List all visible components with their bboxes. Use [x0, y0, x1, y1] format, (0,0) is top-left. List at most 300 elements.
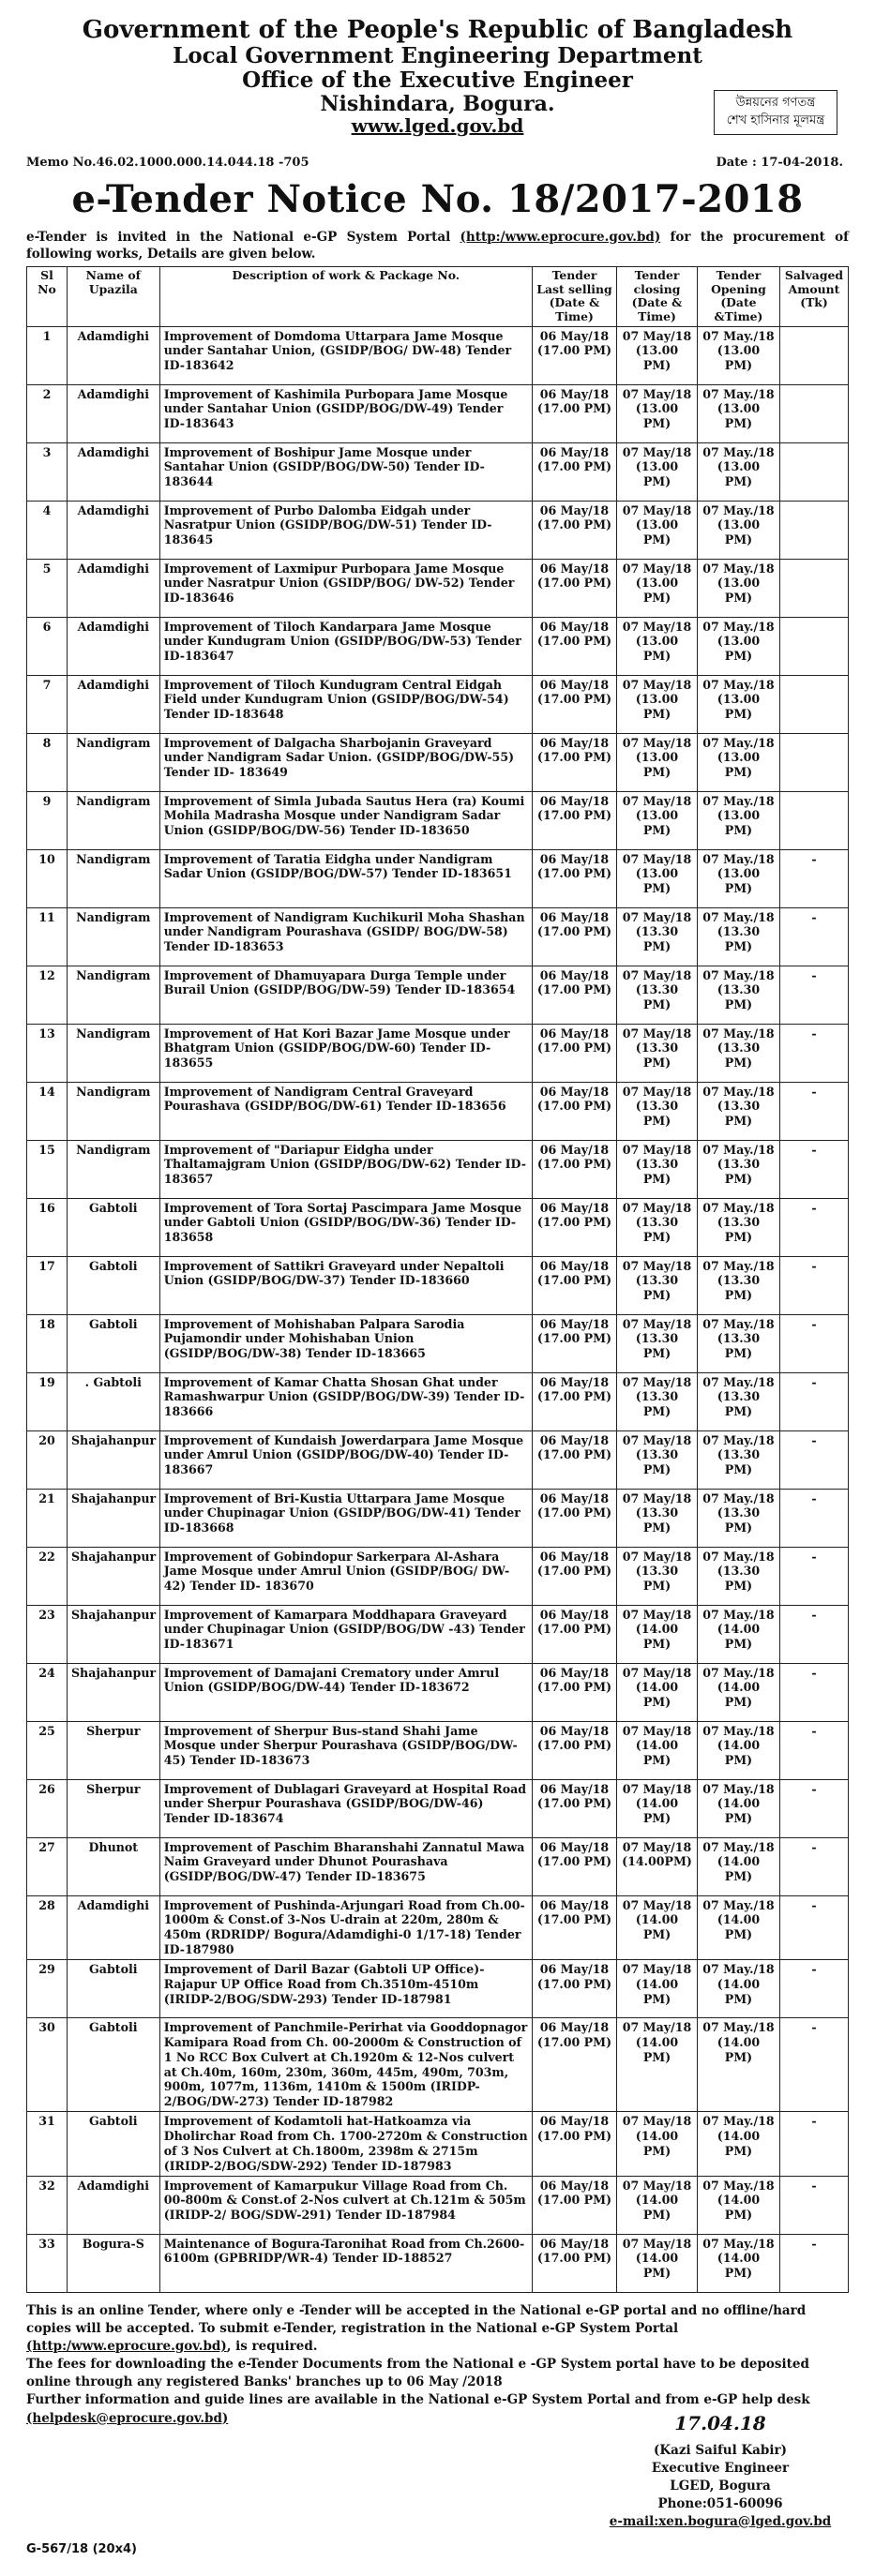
cell-opening: 07 May./18 (13.00 PM) [697, 384, 779, 442]
cell-opening: 07 May./18 (13.00 PM) [697, 442, 779, 501]
cell-salvaged: - [779, 1256, 848, 1314]
cell-last-selling: 06 May/18 (17.00 PM) [532, 1663, 616, 1721]
col-header-last-selling: Tender Last selling (Date & Time) [532, 267, 616, 327]
cell-opening: 07 May./18 (13.30 PM) [697, 1430, 779, 1489]
cell-last-selling: 06 May/18 (17.00 PM) [532, 1960, 616, 2018]
cell-last-selling: 06 May/18 (17.00 PM) [532, 2112, 616, 2176]
cell-last-selling: 06 May/18 (17.00 PM) [532, 1489, 616, 1547]
table-row [27, 501, 849, 559]
cell-sl: 1 [27, 326, 68, 384]
cell-sl: 17 [27, 1256, 68, 1314]
cell-upazila: Nandigram [67, 1140, 159, 1198]
cell-upazila: . Gabtoli [67, 1372, 159, 1430]
intro-text [26, 229, 849, 262]
cell-opening: 07 May./18 (13.30 PM) [697, 1024, 779, 1082]
cell-closing: 07 May/18 (13.00 PM) [617, 384, 698, 442]
cell-description: Improvement of Laxmipur Purbopara Jame Mosque under Nasratpur Union (GSIDP/BOG/ DW-52) Tender ID-183646 [159, 559, 532, 617]
cell-sl: 28 [27, 1895, 68, 1959]
cell-salvaged [779, 442, 848, 501]
cell-description: Improvement of Gobindopur Sarkerpara Al-Ashara Jame Mosque under Amrul Union (GSIDP/BOG/ DW- 42) Tender ID- 183670 [159, 1547, 532, 1605]
cell-upazila: Adamdighi [67, 1895, 159, 1959]
table-row [27, 1314, 849, 1372]
signatory-name: (Kazi Saiful Kabir) [654, 2443, 787, 2458]
table-row [27, 733, 849, 791]
table-row [27, 326, 849, 384]
cell-description: Improvement of Simla Jubada Sautus Hera (ra) Koumi Mohila Madrasha Mosque under Nandigram Sadar Union (GSIDP/BOG/DW-56) Tender ID-183650 [159, 791, 532, 849]
cell-opening: 07 May./18 (13.30 PM) [697, 1547, 779, 1605]
cell-opening: 07 May./18 (13.00 PM) [697, 849, 779, 907]
table-row [27, 1960, 849, 2018]
cell-opening: 07 May./18 (13.30 PM) [697, 1198, 779, 1256]
cell-opening: 07 May./18 (14.00 PM) [697, 1837, 779, 1895]
table-row [27, 907, 849, 966]
cell-closing: 07 May/18 (13.30 PM) [617, 966, 698, 1024]
cell-salvaged [779, 617, 848, 675]
cell-salvaged [779, 326, 848, 384]
footer-code: G-567/18 (20x4) [26, 2542, 137, 2556]
note-1-text: This is an online Tender, where only e -Tender will be accepted in the National e-GP portal and no offline/hard copies will be accepted. To submit e-Tender, registration in the National e-GP System Portal [26, 2302, 807, 2336]
table-row [27, 849, 849, 907]
cell-last-selling: 06 May/18 (17.00 PM) [532, 1372, 616, 1430]
cell-sl: 7 [27, 675, 68, 733]
cell-description: Improvement of Kamar Chatta Shosan Ghat under Ramashwarpur Union (GSIDP/BOG/DW-39) Tender ID-183666 [159, 1372, 532, 1430]
cell-closing: 07 May/18 (13.00 PM) [617, 617, 698, 675]
cell-upazila: Nandigram [67, 1082, 159, 1140]
cell-upazila: Shajahanpur [67, 1547, 159, 1605]
cell-sl: 2 [27, 384, 68, 442]
cell-last-selling: 06 May/18 (17.00 PM) [532, 442, 616, 501]
col-header-opening: Tender Opening (Date &Time) [697, 267, 779, 327]
cell-salvaged: - [779, 849, 848, 907]
cell-sl: 25 [27, 1721, 68, 1779]
memo-date: Date : 17-04-2018. [716, 155, 843, 170]
cell-last-selling: 06 May/18 (17.00 PM) [532, 559, 616, 617]
table-row [27, 2112, 849, 2176]
cell-salvaged: - [779, 1721, 848, 1779]
col-header-sl: Sl No [27, 267, 68, 327]
cell-description: Improvement of Tiloch Kandarpara Jame Mosque under Kundugram Union (GSIDP/BOG/DW-53) Tender ID-183647 [159, 617, 532, 675]
cell-closing: 07 May/18 (14.00 PM) [617, 2176, 698, 2234]
cell-opening: 07 May./18 (14.00 PM) [697, 2112, 779, 2176]
cell-description: Improvement of Tora Sortaj Pascimpara Jame Mosque under Gabtoli Union (GSIDP/BOG/DW-36) Tender ID-183658 [159, 1198, 532, 1256]
cell-sl: 19 [27, 1372, 68, 1430]
office-address: Nishindara, Bogura. [320, 91, 555, 116]
col-header-salvaged: Salvaged Amount (Tk) [779, 267, 848, 327]
memo-number: Memo No.46.02.1000.000.14.044.18 -705 [26, 155, 309, 170]
website-link[interactable]: www.lged.gov.bd [351, 114, 524, 138]
notice-title: e-Tender Notice No. 18/2017-2018 [71, 176, 804, 221]
table-row [27, 675, 849, 733]
cell-last-selling: 06 May/18 (17.00 PM) [532, 1024, 616, 1082]
cell-upazila: Nandigram [67, 907, 159, 966]
cell-closing: 07 May/18 (14.00 PM) [617, 2112, 698, 2176]
cell-upazila: Bogura-S [67, 2234, 159, 2292]
cell-closing: 07 May/18 (13.30 PM) [617, 1024, 698, 1082]
cell-upazila: Adamdighi [67, 675, 159, 733]
cell-opening: 07 May./18 (14.00 PM) [697, 1895, 779, 1959]
cell-sl: 15 [27, 1140, 68, 1198]
cell-last-selling: 06 May/18 (17.00 PM) [532, 1314, 616, 1372]
table-row [27, 1895, 849, 1959]
cell-description: Improvement of Taratia Eidgha under Nandigram Sadar Union (GSIDP/BOG/DW-57) Tender ID-183651 [159, 849, 532, 907]
cell-upazila: Shajahanpur [67, 1430, 159, 1489]
cell-description: Improvement of Kashimila Purbopara Jame Mosque under Santahar Union (GSIDP/BOG/DW-49) Tender ID-183643 [159, 384, 532, 442]
cell-upazila: Adamdighi [67, 326, 159, 384]
cell-last-selling: 06 May/18 (17.00 PM) [532, 849, 616, 907]
cell-upazila: Adamdighi [67, 501, 159, 559]
cell-closing: 07 May/18 (14.00 PM) [617, 2018, 698, 2112]
cell-opening: 07 May./18 (13.30 PM) [697, 1140, 779, 1198]
cell-opening: 07 May./18 (14.00 PM) [697, 1960, 779, 2018]
cell-description: Improvement of Pushinda-Arjungari Road from Ch.00-1000m & Const.of 3-Nos U-drain at 220m, 280m & 450m (RDRIDP/ Bogura/Adamdighi-0 1/17-18) Tender ID-187980 [159, 1895, 532, 1959]
cell-last-selling: 06 May/18 (17.00 PM) [532, 1837, 616, 1895]
helpdesk-link[interactable]: (helpdesk@eprocure.gov.bd) [26, 2410, 229, 2426]
cell-closing: 07 May/18 (13.30 PM) [617, 907, 698, 966]
govt-name: Government of the People's Republic of Bangladesh [82, 16, 793, 44]
cell-opening: 07 May./18 (13.30 PM) [697, 907, 779, 966]
cell-upazila: Adamdighi [67, 442, 159, 501]
cell-last-selling: 06 May/18 (17.00 PM) [532, 1895, 616, 1959]
cell-salvaged: - [779, 1024, 848, 1082]
cell-closing: 07 May/18 (13.00 PM) [617, 791, 698, 849]
cell-salvaged: - [779, 1779, 848, 1837]
cell-salvaged: - [779, 1140, 848, 1198]
cell-salvaged: - [779, 1198, 848, 1256]
cell-salvaged: - [779, 1895, 848, 1959]
memo-line [26, 156, 849, 170]
cell-upazila: Sherpur [67, 1779, 159, 1837]
cell-upazila: Adamdighi [67, 384, 159, 442]
cell-description: Improvement of "Dariapur Eidgha under Thaltamajgram Union (GSIDP/BOG/DW-62) Tender ID-183657 [159, 1140, 532, 1198]
cell-last-selling: 06 May/18 (17.00 PM) [532, 617, 616, 675]
cell-last-selling: 06 May/18 (17.00 PM) [532, 1198, 616, 1256]
cell-upazila: Dhunot [67, 1837, 159, 1895]
cell-sl: 33 [27, 2234, 68, 2292]
cell-salvaged: - [779, 1430, 848, 1489]
cell-closing: 07 May/18 (13.00 PM) [617, 733, 698, 791]
cell-salvaged: - [779, 2112, 848, 2176]
slogan-box [714, 90, 837, 135]
cell-sl: 18 [27, 1314, 68, 1372]
cell-salvaged [779, 501, 848, 559]
table-row [27, 1024, 849, 1082]
cell-salvaged: - [779, 1372, 848, 1430]
table-row [27, 617, 849, 675]
cell-sl: 8 [27, 733, 68, 791]
cell-description: Improvement of Sattikri Graveyard under Nepaltoli Union (GSIDP/BOG/DW-37) Tender ID-183660 [159, 1256, 532, 1314]
cell-sl: 30 [27, 2018, 68, 2112]
note-online-tender [26, 2302, 849, 2356]
cell-salvaged [779, 791, 848, 849]
cell-salvaged [779, 559, 848, 617]
tender-table [26, 266, 849, 2293]
cell-upazila: Adamdighi [67, 617, 159, 675]
cell-salvaged: - [779, 1605, 848, 1663]
cell-opening: 07 May./18 (14.00 PM) [697, 2018, 779, 2112]
cell-upazila: Nandigram [67, 791, 159, 849]
cell-sl: 21 [27, 1489, 68, 1547]
cell-sl: 26 [27, 1779, 68, 1837]
cell-upazila: Adamdighi [67, 559, 159, 617]
note-1-link[interactable]: (http:/www.eprocure.gov.bd) [26, 2338, 227, 2354]
signatory-phone: Phone:051-60096 [657, 2495, 783, 2511]
cell-upazila: Nandigram [67, 1024, 159, 1082]
cell-sl: 13 [27, 1024, 68, 1082]
cell-sl: 16 [27, 1198, 68, 1256]
cell-description: Improvement of Kundaish Jowerdarpara Jame Mosque under Amrul Union (GSIDP/BOG/DW-40) Tender ID-183667 [159, 1430, 532, 1489]
cell-closing: 07 May/18 (13.30 PM) [617, 1489, 698, 1547]
cell-closing: 07 May/18 (13.30 PM) [617, 1198, 698, 1256]
department-name: Local Government Engineering Department [173, 43, 702, 69]
cell-description: Improvement of Hat Kori Bazar Jame Mosque under Bhatgram Union (GSIDP/BOG/DW-60) Tender ID-183655 [159, 1024, 532, 1082]
cell-sl: 22 [27, 1547, 68, 1605]
cell-sl: 12 [27, 966, 68, 1024]
cell-opening: 07 May./18 (13.30 PM) [697, 1082, 779, 1140]
table-row [27, 1779, 849, 1837]
cell-opening: 07 May./18 (13.30 PM) [697, 1314, 779, 1372]
cell-opening: 07 May./18 (13.00 PM) [697, 559, 779, 617]
cell-upazila: Gabtoli [67, 1960, 159, 2018]
signature-scrawl: 17.04.18 [674, 2412, 766, 2434]
signatory-designation: Executive Engineer [651, 2460, 790, 2476]
cell-sl: 20 [27, 1430, 68, 1489]
cell-salvaged [779, 384, 848, 442]
cell-closing: 07 May/18 (14.00 PM) [617, 1721, 698, 1779]
cell-upazila: Shajahanpur [67, 1489, 159, 1547]
cell-sl: 32 [27, 2176, 68, 2234]
cell-sl: 9 [27, 791, 68, 849]
cell-last-selling: 06 May/18 (17.00 PM) [532, 966, 616, 1024]
cell-closing: 07 May/18 (13.30 PM) [617, 1547, 698, 1605]
cell-last-selling: 06 May/18 (17.00 PM) [532, 2176, 616, 2234]
cell-sl: 5 [27, 559, 68, 617]
cell-salvaged: - [779, 2234, 848, 2292]
cell-last-selling: 06 May/18 (17.00 PM) [532, 2018, 616, 2112]
cell-last-selling: 06 May/18 (17.00 PM) [532, 733, 616, 791]
cell-closing: 07 May/18 (13.30 PM) [617, 1082, 698, 1140]
cell-upazila: Nandigram [67, 733, 159, 791]
cell-opening: 07 May./18 (13.00 PM) [697, 791, 779, 849]
table-row [27, 966, 849, 1024]
office-name: Office of the Executive Engineer [242, 67, 633, 93]
cell-opening: 07 May./18 (14.00 PM) [697, 1605, 779, 1663]
cell-opening: 07 May./18 (14.00 PM) [697, 1779, 779, 1837]
cell-sl: 31 [27, 2112, 68, 2176]
table-row [27, 1721, 849, 1779]
cell-closing: 07 May/18 (14.00PM) [617, 1837, 698, 1895]
table-row [27, 1256, 849, 1314]
cell-description: Improvement of Bri-Kustia Uttarpara Jame Mosque under Chupinagar Union (GSIDP/BOG/DW-41) Tender ID-183668 [159, 1489, 532, 1547]
table-row [27, 1605, 849, 1663]
cell-opening: 07 May./18 (13.30 PM) [697, 1489, 779, 1547]
note-1-tail: , is required. [226, 2338, 318, 2354]
cell-last-selling: 06 May/18 (17.00 PM) [532, 501, 616, 559]
cell-sl: 27 [27, 1837, 68, 1895]
table-row [27, 2018, 849, 2112]
cell-salvaged: - [779, 1547, 848, 1605]
cell-description: Maintenance of Bogura-Taronihat Road from Ch.2600-6100m (GPBRIDP/WR-4) Tender ID-188527 [159, 2234, 532, 2292]
cell-last-selling: 06 May/18 (17.00 PM) [532, 2234, 616, 2292]
signature-block [603, 2404, 837, 2530]
cell-salvaged: - [779, 1082, 848, 1140]
cell-opening: 07 May./18 (13.00 PM) [697, 326, 779, 384]
cell-sl: 24 [27, 1663, 68, 1721]
intro-before: e-Tender is invited in the National e-GP System Portal [26, 229, 460, 245]
table-row [27, 1837, 849, 1895]
signatory-email[interactable]: e-mail:xen.bogura@lged.gov.bd [609, 2513, 832, 2529]
cell-opening: 07 May./18 (14.00 PM) [697, 2234, 779, 2292]
cell-description: Improvement of Sherpur Bus-stand Shahi Jame Mosque under Sherpur Pourashava (GSIDP/BOG/DW-45) Tender ID-183673 [159, 1721, 532, 1779]
table-row [27, 2234, 849, 2292]
cell-description: Improvement of Daril Bazar (Gabtoli UP Office)-Rajapur UP Office Road from Ch.3510m-4510m (IRIDP-2/BOG/SDW-293) Tender ID-187981 [159, 1960, 532, 2018]
table-row [27, 1198, 849, 1256]
cell-upazila: Adamdighi [67, 2176, 159, 2234]
cell-sl: 23 [27, 1605, 68, 1663]
cell-closing: 07 May/18 (14.00 PM) [617, 1779, 698, 1837]
cell-opening: 07 May./18 (13.30 PM) [697, 966, 779, 1024]
note-fees: The fees for downloading the e-Tender Documents from the National e -GP System portal have to be deposited online through any registered Banks' branches up to 06 May /2018 [26, 2357, 809, 2390]
cell-closing: 07 May/18 (14.00 PM) [617, 2234, 698, 2292]
cell-sl: 29 [27, 1960, 68, 2018]
cell-last-selling: 06 May/18 (17.00 PM) [532, 1140, 616, 1198]
cell-opening: 07 May./18 (13.00 PM) [697, 675, 779, 733]
table-row [27, 1430, 849, 1489]
cell-description: Improvement of Tiloch Kundugram Central Eidgah Field under Kundugram Union (GSIDP/BOG/DW-54) Tender ID-183648 [159, 675, 532, 733]
cell-upazila: Nandigram [67, 966, 159, 1024]
table-body [27, 326, 849, 2292]
cell-last-selling: 06 May/18 (17.00 PM) [532, 1721, 616, 1779]
cell-salvaged: - [779, 1960, 848, 2018]
cell-description: Improvement of Dalgacha Sharbojanin Graveyard under Nandigram Sadar Union. (GSIDP/BOG/DW-55) Tender ID- 183649 [159, 733, 532, 791]
cell-description: Improvement of Damajani Crematory under Amrul Union (GSIDP/BOG/DW-44) Tender ID-183672 [159, 1663, 532, 1721]
table-row [27, 1547, 849, 1605]
cell-opening: 07 May./18 (14.00 PM) [697, 1721, 779, 1779]
cell-description: Improvement of Kodamtoli hat-Hatkoamza via Dholirchar Road from Ch. 1700-2720m & Construction of 3 Nos Culvert at Ch.1800m, 2398m & 2715m (IRIDP-2/BOG/SDW-292) Tender ID-187983 [159, 2112, 532, 2176]
cell-description: Improvement of Kamarpukur Village Road from Ch. 00-800m & Const.of 2-Nos culvert at Ch.121m & 505m (IRIDP-2/ BOG/SDW-291) Tender ID-187984 [159, 2176, 532, 2234]
cell-salvaged [779, 675, 848, 733]
cell-closing: 07 May/18 (13.00 PM) [617, 675, 698, 733]
cell-closing: 07 May/18 (14.00 PM) [617, 1960, 698, 2018]
table-row [27, 1489, 849, 1547]
cell-last-selling: 06 May/18 (17.00 PM) [532, 326, 616, 384]
cell-upazila: Gabtoli [67, 2018, 159, 2112]
cell-closing: 07 May/18 (13.30 PM) [617, 1372, 698, 1430]
cell-opening: 07 May./18 (13.00 PM) [697, 733, 779, 791]
cell-description: Improvement of Mohishaban Palpara Sarodia Pujamondir under Mohishaban Union (GSIDP/BOG/DW-38) Tender ID-183665 [159, 1314, 532, 1372]
cell-closing: 07 May/18 (13.30 PM) [617, 1256, 698, 1314]
cell-description: Improvement of Panchmile-Perirhat via Gooddopnagor Kamipara Road from Ch. 00-2000m & Construction of 1 No RCC Box Culvert at Ch.1920m & 12-Nos culvert at Ch.40m, 160m, 230m, 360m, 445m, 490m, 703m, 900m, 1077m, 1136m, 1410m & 1500m (IRIDP-2/BOG/DW-273) Tender ID-187982 [159, 2018, 532, 2112]
cell-upazila: Gabtoli [67, 1256, 159, 1314]
table-row [27, 1663, 849, 1721]
cell-closing: 07 May/18 (13.00 PM) [617, 326, 698, 384]
cell-opening: 07 May./18 (14.00 PM) [697, 1663, 779, 1721]
cell-closing: 07 May/18 (13.30 PM) [617, 1314, 698, 1372]
cell-salvaged: - [779, 2176, 848, 2234]
cell-sl: 11 [27, 907, 68, 966]
cell-closing: 07 May/18 (13.00 PM) [617, 559, 698, 617]
cell-last-selling: 06 May/18 (17.00 PM) [532, 1779, 616, 1837]
cell-last-selling: 06 May/18 (17.00 PM) [532, 791, 616, 849]
table-row [27, 791, 849, 849]
cell-last-selling: 06 May/18 (17.00 PM) [532, 1430, 616, 1489]
cell-last-selling: 06 May/18 (17.00 PM) [532, 1256, 616, 1314]
cell-salvaged: - [779, 2018, 848, 2112]
cell-description: Improvement of Paschim Bharanshahi Zannatul Mawa Naim Graveyard under Dhunot Pourashava (GSIDP/BOG/DW-47) Tender ID-183675 [159, 1837, 532, 1895]
note-3-text: Further information and guide lines are available in the National e-GP System Portal and from e-GP help desk [26, 2392, 810, 2408]
cell-closing: 07 May/18 (13.00 PM) [617, 501, 698, 559]
slogan-line-2: শেখ হাসিনার মূলমন্ত্র [726, 112, 825, 127]
cell-closing: 07 May/18 (14.00 PM) [617, 1895, 698, 1959]
cell-last-selling: 06 May/18 (17.00 PM) [532, 1605, 616, 1663]
cell-description: Improvement of Dhamuyapara Durga Temple under Burail Union (GSIDP/BOG/DW-59) Tender ID-183654 [159, 966, 532, 1024]
cell-sl: 10 [27, 849, 68, 907]
cell-sl: 14 [27, 1082, 68, 1140]
cell-salvaged: - [779, 1489, 848, 1547]
cell-closing: 07 May/18 (13.00 PM) [617, 849, 698, 907]
cell-salvaged: - [779, 1837, 848, 1895]
cell-upazila: Gabtoli [67, 1198, 159, 1256]
cell-closing: 07 May/18 (14.00 PM) [617, 1663, 698, 1721]
cell-closing: 07 May/18 (13.30 PM) [617, 1140, 698, 1198]
table-row [27, 384, 849, 442]
cell-closing: 07 May/18 (13.00 PM) [617, 442, 698, 501]
col-header-upazila: Name of Upazila [67, 267, 159, 327]
cell-opening: 07 May./18 (13.30 PM) [697, 1372, 779, 1430]
cell-opening: 07 May./18 (13.30 PM) [697, 1256, 779, 1314]
cell-sl: 3 [27, 442, 68, 501]
table-row [27, 1372, 849, 1430]
cell-last-selling: 06 May/18 (17.00 PM) [532, 1082, 616, 1140]
cell-description: Improvement of Nandigram Kuchikuril Moha Shashan under Nandigram Pourashava (GSIDP/ BOG/DW-58) Tender ID-183653 [159, 907, 532, 966]
cell-last-selling: 06 May/18 (17.00 PM) [532, 384, 616, 442]
cell-description: Improvement of Nandigram Central Graveyard Pourashava (GSIDP/BOG/DW-61) Tender ID-183656 [159, 1082, 532, 1140]
cell-description: Improvement of Dublagari Graveyard at Hospital Road under Sherpur Pourashava (GSIDP/BOG/DW-46) Tender ID-183674 [159, 1779, 532, 1837]
table-row [27, 2176, 849, 2234]
table-row [27, 559, 849, 617]
intro-after: for the procurement of following works, Details are given below. [26, 229, 849, 262]
cell-description: Improvement of Kamarpara Moddhapara Graveyard under Chupinagar Union (GSIDP/BOG/DW -43) Tender ID-183671 [159, 1605, 532, 1663]
cell-description: Improvement of Boshipur Jame Mosque under Santahar Union (GSIDP/BOG/DW-50) Tender ID-183644 [159, 442, 532, 501]
eprocure-link[interactable]: (http:/www.eprocure.gov.bd) [460, 229, 661, 245]
cell-upazila: Gabtoli [67, 1314, 159, 1372]
table-row [27, 442, 849, 501]
cell-closing: 07 May/18 (14.00 PM) [617, 1605, 698, 1663]
cell-sl: 4 [27, 501, 68, 559]
col-header-description: Description of work & Package No. [159, 267, 532, 327]
cell-salvaged: - [779, 1314, 848, 1372]
cell-sl: 6 [27, 617, 68, 675]
cell-upazila: Nandigram [67, 849, 159, 907]
table-header-row [27, 267, 849, 327]
cell-upazila: Shajahanpur [67, 1605, 159, 1663]
cell-description: Improvement of Domdoma Uttarpara Jame Mosque under Santahar Union, (GSIDP/BOG/ DW-48) Tender ID-183642 [159, 326, 532, 384]
cell-upazila: Sherpur [67, 1721, 159, 1779]
cell-salvaged [779, 733, 848, 791]
cell-last-selling: 06 May/18 (17.00 PM) [532, 675, 616, 733]
table-row [27, 1082, 849, 1140]
cell-description: Improvement of Purbo Dalomba Eidgah under Nasratpur Union (GSIDP/BOG/DW-51) Tender ID-183645 [159, 501, 532, 559]
cell-salvaged: - [779, 907, 848, 966]
cell-closing: 07 May/18 (13.30 PM) [617, 1430, 698, 1489]
cell-opening: 07 May./18 (14.00 PM) [697, 2176, 779, 2234]
cell-upazila: Gabtoli [67, 2112, 159, 2176]
cell-salvaged: - [779, 966, 848, 1024]
cell-opening: 07 May./18 (13.00 PM) [697, 501, 779, 559]
cell-upazila: Shajahanpur [67, 1663, 159, 1721]
cell-opening: 07 May./18 (13.00 PM) [697, 617, 779, 675]
cell-last-selling: 06 May/18 (17.00 PM) [532, 1547, 616, 1605]
signatory-office: LGED, Bogura [670, 2478, 771, 2494]
